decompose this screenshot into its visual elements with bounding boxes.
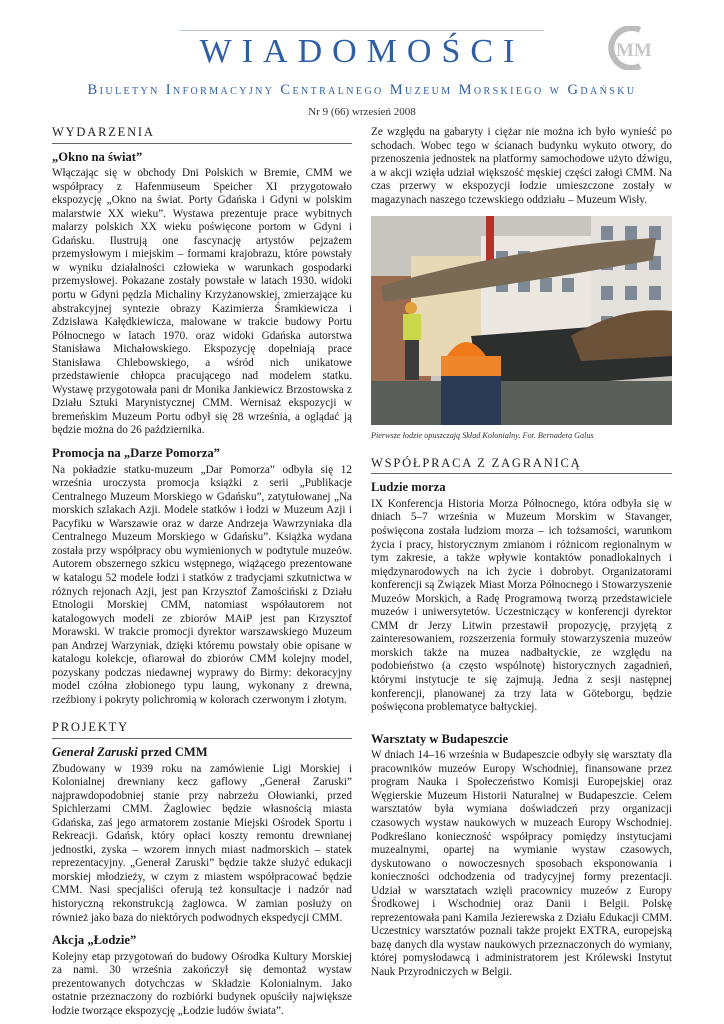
right-column	[371, 126, 672, 980]
article-body-promocja: Na pokładzie statku-muzeum „Dar Pomorza” odbyła się 12 września uroczysta promocja książki z serii „Publikacje Centralnego Muzeum Morskiego w Gdańsku”, zatytułowanej „Na morskich szlakach Azji. Modele statków i łodzi w Muzeum Azji i Pacyfiku w Warszawie oraz w darze Andrzeja Wawrzyniaka dla Centralnego Muzeum Morskiego w Gdańsku”. Książka wydana została przy współpracy obu wymienionych w podtytule muzeów. Autorem obszernego szkicu wstępnego, wiążącego prezentowane w katalogu 52 modele łodzi i statków z tradycjami szkutnictwa w różnych rejonach Azji, jest pan Krzysztof Zamościński z Działu Etnologii Morskiej CMM, natomiast współautorem not katalogowych modeli ze zbiorów MAiP jest pan Krzysztof Morawski. W trakcie promocji dyrektor warszawskiego Muzeum pan Andrzej Warzyniak, dzięki któremu powstały obie opisane w katalogu kolekcje, ofiarował do zbiorów CMM kolejny model, pozyskany podczas niedawnej wyprawy do Birmy: dekoracyjny model czółna złobionego typu laung, wykonany z drewna, rzeźbiony i pokryty polichromią w kolorach czerwonym i złotym.	[52, 463, 352, 706]
newsletter-title: WIADOMOŚCI	[199, 33, 525, 70]
left-column	[52, 126, 352, 1018]
article-body-zaruski: Zbudowany w 1939 roku na zamówienie Ligi Morskiej i Kolonialnej drewniany kecz gaflowy „Generał Zaruski” najprawdopodobniej stanie przy nabrzeżu Ołowianki, przed Spichlerzami CMM. Żaglowiec będzie własnością miasta Gdańska, zaś jego armatorem zostanie Miejski Ośrodek Sportu i Rekreacji. Gdańsk, który opłaci koszty remontu drewnianej jednostki, zyska – wzorem innych miast nadmorskich – statek reprezentacyjny. „Generał Zaruski” będzie także służyć edukacji morskiej młodzieży, w czym z miastem współpracować będzie CMM. Nasi specjaliści oferują też konsultacje i nadzór nad historyczną rekonstrukcją żaglowca. W zamian posłuży on również jako baza do niektórych podwodnych ekspedycji CMM.	[52, 762, 352, 924]
article-title-zaruski	[52, 746, 352, 760]
section-heading-projekty: PROJEKTY	[52, 721, 352, 739]
article-body-okno: Włączając się w obchody Dni Polskich w Bremie, CMM we współpracy z Hafenmuseum Speicher XI przygotowało ekspozycję „Okno na świat. Porty Gdańska i Gdyni w polskim malarstwie XX wieku”. Wystawa prezentuje prace wybitnych malarzy polskich XX wieku poświęcone portom w Gdyni i Gdańsku. Ilustrują one fascynację artystów pejzażem przemysłowym i miejskim – formami krajobrazu, które powstały w wyniku działalności człowieka w warunkach gospodarki przemysłowej. Pokazane zostały powstałe w latach 1930. widoki portu w Gdyni pędzla Michaliny Krzyżanowskiej, zmierzające ku abstrakcyjnej syntezie obrazy Kazimierza Śramkiewicza i Zdzisława Kałędkiewicza, malowane w trakcie budowy Portu Północnego w latach 1970. oraz widoki Gdańska autorstwa Stanisława Michałowskiego. Ekspozycję dopełniają prace Stanisława Chlebowskiego, a wśród nich unikatowe przedstawienie chłopca pracującego nad modelem statku. Wystawę przygotowała pani dr Monika Jankiewicz Brzostowska z Działu Sztuki Marynistycznej CMM. Wernisaż ekspozycji w bremeńskim Muzeum Portu odbył się 28 września, a oglądać ją będzie można do 26 października.	[52, 167, 352, 437]
article-title-lodzie: Akcja „Łodzie”	[52, 933, 137, 948]
article-body-lodzie: Kolejny etap przygotowań do budowy Ośrodka Kultury Morskiej za nami. 30 września zakończył się demontaż wystaw prezentowanych dotychczas w Składzie Kolonialnym. Jako ostatnie przeznaczony do rozbiórki budynek opuściły największe łodzie tworzące ekspozycję „Łodzie ludów świata”.	[52, 950, 352, 1017]
logo-text: MM	[616, 40, 652, 61]
photo-caption: Pierwsze łodzie opuszczają Skład Kolonialny. Fot. Bernadeta Galus	[371, 431, 594, 441]
newsletter-subtitle: Biuletyn Informacyjny Centralnego Muzeum Morskiego w Gdańsku	[87, 82, 637, 98]
article-body-lodzie-continued: Ze względu na gabaryty i ciężar nie można ich było wynieść po schodach. Wobec tego w ścianach budynku wykuto otwory, do przenoszenia jednostek na platformy samochodowe użyto dźwigu, a w akcji wzięła udział większość męskiej części załogi CMM. Na czas przerwy w ekspozycji łodzie umieszczone zostały w magazynach naszego tczewskiego oddziału – Muzeum Wisły.	[371, 126, 672, 206]
article-title-ludzie-morza: Ludzie morza	[371, 480, 446, 495]
section-heading-wspolpraca: WSPÓŁPRACA Z ZAGRANICĄ	[371, 457, 672, 475]
museum-logo-icon	[600, 26, 664, 70]
article-title-zaruski-italic: Generał Zaruski	[52, 744, 138, 759]
section-heading-wydarzenia: WYDARZENIA	[52, 126, 352, 144]
article-body-warsztaty: W dniach 14–16 września w Budapeszcie odbyły się warsztaty dla pracowników muzeów Europy Wschodniej, finansowane przez program Nauka i Społeczeństwo Komisji Europejskiej oraz Węgierskie Muzeum Historii Naturalnej w Budapeszcie. Celem warsztatów była wymiana doświadczeń przy organizacji czasowych wystaw naukowych w muzeach Europy Wschodniej. Podkreślano konieczność współpracy pomiędzy instytucjami muzealnymi, opartej na wymianie wystaw czasowych, dyskutowano o nowoczesnych sposobach eksponowania i konieczności odchodzenia od tradycyjnej formy prezentacji. Udział w warsztatach wzięli pracownicy muzeów z Europy Środkowej i Wschodniej oraz Danii i Belgii. Polskę reprezentowała pani Kamila Jezierewska z Działu Edukacji CMM. Uczestnicy warsztatów poznali także projekt EXTRA, europejską bazę danych dla wystaw naukowych przeznaczonych do wymiany, której pomysłodawcą i administratorem jest Królewski Instytut Nauk Przyrodniczych w Belgii.	[371, 749, 672, 978]
issue-number: Nr 9 (66) wrzesień 2008	[308, 106, 416, 118]
masthead	[0, 0, 724, 125]
article-title-okno: „Okno na świat”	[52, 149, 143, 164]
article-title-promocja: Promocja na „Darze Pomorza”	[52, 446, 220, 461]
masthead-rule	[180, 30, 544, 31]
article-title-warsztaty: Warsztaty w Budapeszcie	[371, 731, 509, 746]
article-title-zaruski-rest: przed CMM	[137, 744, 208, 759]
article-body-ludzie-morza: IX Konferencja Historia Morza Północnego, która odbyła się w dniach 5–7 września w Muzeum Morskim w Stavanger, poświęcona została ludziom morza – ich tożsamości, warunkom życia i pracy, historycznym zmianom i różnicom regionalnym w tym zakresie, a także wpływie kontaktów ponadlokalnych i międzynarodowych na ich życie i dobrobyt. Organizatorami konferencji są Związek Miast Morza Północnego i Stowarzyszenie Muzeów Morskich, a Radę Programową tworzą przedstawiciele muzeów i uniwersytetów. Uczestniczący w konferencji dyrektor CMM dr Jerzy Litwin przestawił propozycję, przyjętą z zainteresowaniem, rozszerzenia formuły stowarzyszenia muzeów morskich także na muzea nadbałtyckie, ze względu na podobieństwo (a często wspólnotę) historycznych zagadnień, którymi instytucje te się zajmują. Jedna z sesji następnej konferencji, planowanej za trzy lata w Göteborgu, będzie poświęcona problematyce bałtyckiej.	[371, 497, 672, 714]
photo-boat-removal	[371, 216, 672, 425]
photo-illustration	[371, 216, 672, 425]
